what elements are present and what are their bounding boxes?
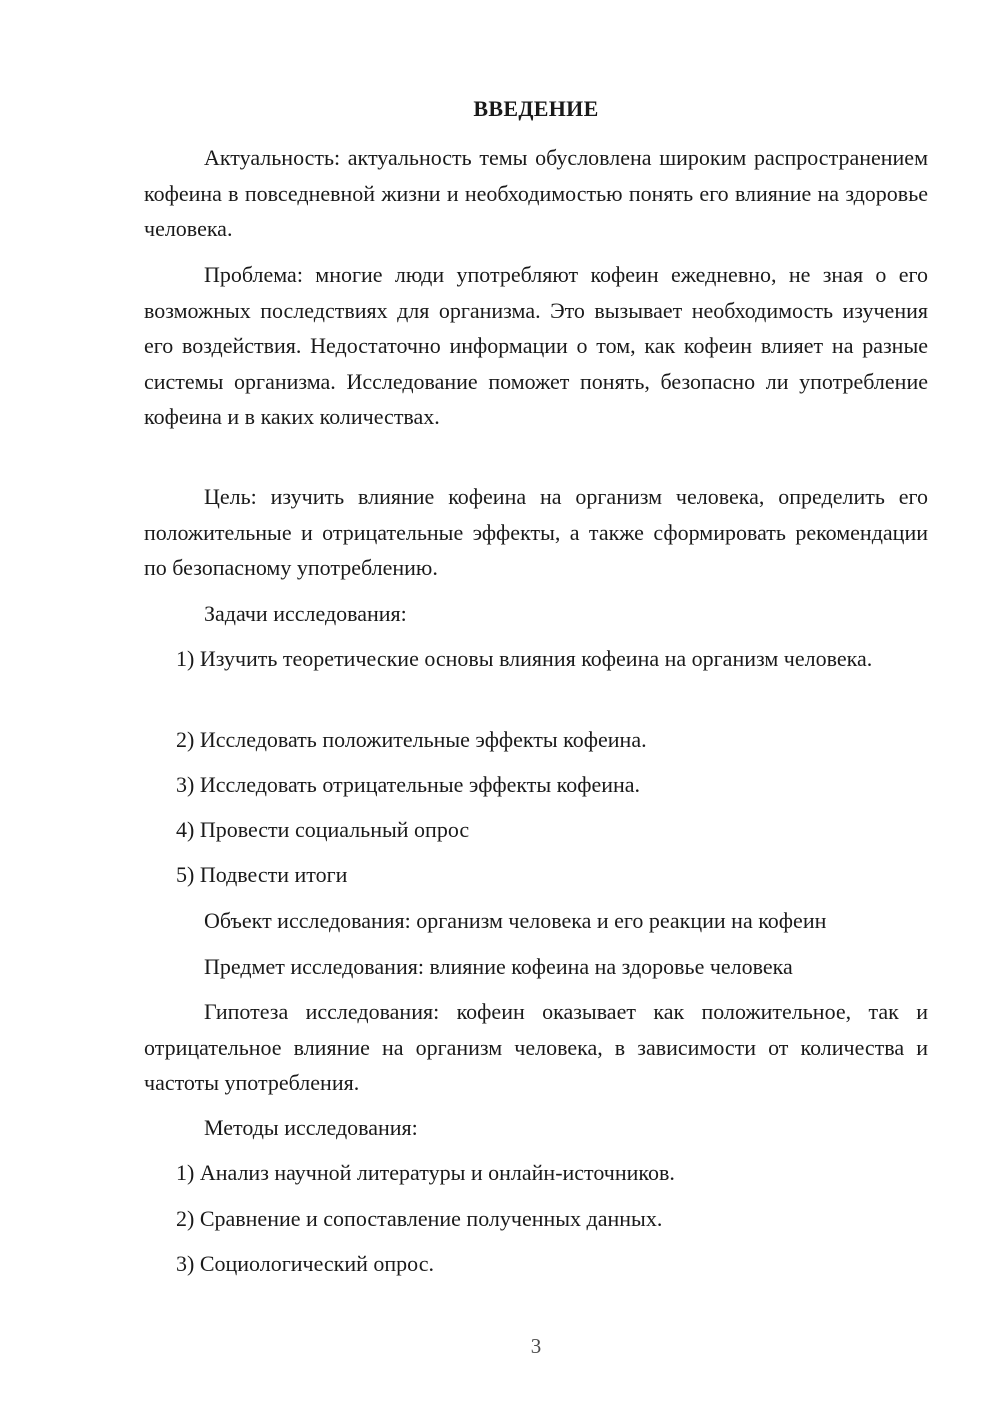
method-item-3: 3) Социологический опрос. xyxy=(176,1251,434,1276)
tasks-heading: Задачи исследования: xyxy=(204,601,407,626)
methods-heading: Методы исследования: xyxy=(204,1115,418,1140)
paragraph-problem: Проблема: многие люди употребляют кофеин ежедневно, не зная о его возможных последствиях для организма. Это вызывает необходимость изучения его воздействия. Недостаточно информации о том, как кофеин влияет на разные системы организма. Исследование поможет понять, безопасно ли употребление кофеина и в каких количествах. xyxy=(144,262,928,429)
paragraph-subject: Предмет исследования: влияние кофеина на здоровье человека xyxy=(204,954,793,979)
paragraph-hypothesis: Гипотеза исследования: кофеин оказывает как положительное, так и отрицательное влияние на организм человека, в зависимости от количества и частоты употребления. xyxy=(144,999,928,1095)
page-title: ВВЕДЕНИЕ xyxy=(473,96,599,121)
paragraph-relevance: Актуальность: актуальность темы обусловлена широким распространением кофеина в повседневной жизни и необходимостью понять его влияние на здоровье человека. xyxy=(144,145,928,241)
task-item-2: 2) Исследовать положительные эффекты кофеина. xyxy=(176,727,647,752)
task-item-5: 5) Подвести итоги xyxy=(176,862,348,887)
task-item-3: 3) Исследовать отрицательные эффекты кофеина. xyxy=(176,772,641,797)
task-item-1: 1) Изучить теоретические основы влияния кофеина на организм человека. xyxy=(176,646,873,671)
page-number: 3 xyxy=(530,1334,542,1358)
method-item-1: 1) Анализ научной литературы и онлайн-источников. xyxy=(176,1160,675,1185)
paragraph-goal: Цель: изучить влияние кофеина на организм человека, определить его положительные и отрицательные эффекты, а также сформировать рекомендации по безопасному употреблению. xyxy=(144,484,928,580)
method-item-2: 2) Сравнение и сопоставление полученных данных. xyxy=(176,1206,663,1231)
paragraph-object: Объект исследования: организм человека и его реакции на кофеин xyxy=(204,908,827,933)
task-item-4: 4) Провести социальный опрос xyxy=(176,817,470,842)
